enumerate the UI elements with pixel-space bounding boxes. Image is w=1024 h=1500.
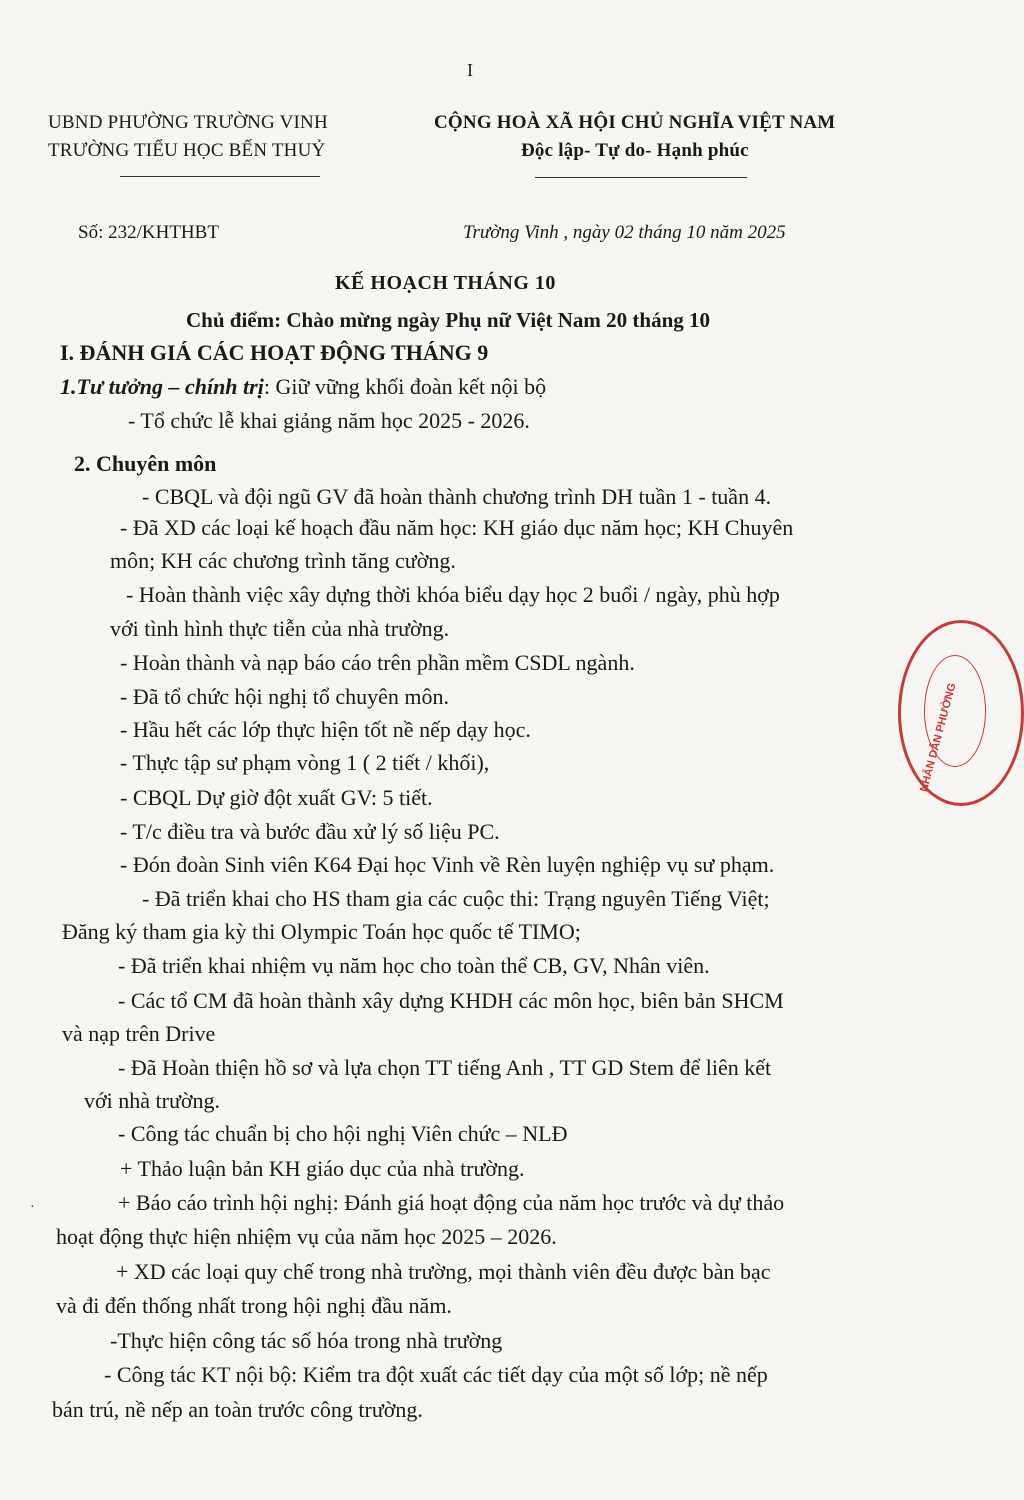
document-number: Số: 232/KHTHBT <box>78 222 219 243</box>
body-line: - Đã Hoàn thiện hồ sơ và lựa chọn TT tiếng Anh , TT GD Stem để liên kết <box>118 1055 772 1080</box>
body-line: - T/c điều tra và bước đầu xử lý số liệu PC. <box>120 819 500 844</box>
body-line: môn; KH các chương trình tăng cường. <box>110 548 456 573</box>
body-line: và nạp trên Drive <box>62 1021 216 1046</box>
body-line: - Hoàn thành việc xây dựng thời khóa biểu dạy học 2 buổi / ngày, phù hợp <box>126 582 780 607</box>
body-line: - Đã triển khai cho HS tham gia các cuộc thi: Trạng nguyên Tiếng Việt; <box>142 886 770 911</box>
national-title: CỘNG HOÀ XÃ HỘI CHỦ NGHĨA VIỆT NAM <box>434 112 836 133</box>
body-line: -Thực hiện công tác số hóa trong nhà trường <box>110 1328 503 1353</box>
body-line: - Đã tổ chức hội nghị tổ chuyên môn. <box>120 684 450 709</box>
body-line: với tình hình thực tiễn của nhà trường. <box>110 616 450 641</box>
authority-name: UBND PHƯỜNG TRƯỜNG VINH <box>48 112 328 133</box>
item-1-label: 1.Tư tưởng – chính trị <box>60 374 264 399</box>
item-1-sub: - Tổ chức lễ khai giảng năm học 2025 - 2026. <box>128 408 530 433</box>
body-line: - Công tác KT nội bộ: Kiểm tra đột xuất các tiết dạy của một số lớp; nề nếp <box>104 1362 768 1387</box>
item-2-label: 2. Chuyên môn <box>74 451 217 476</box>
item-1-text: : Giữ vững khối đoàn kết nội bộ <box>263 374 547 399</box>
body-line: - Các tổ CM đã hoàn thành xây dựng KHDH các môn học, biên bản SHCM <box>118 988 784 1013</box>
body-line: - Hoàn thành và nạp báo cáo trên phần mềm CSDL ngành. <box>120 650 635 675</box>
body-line: - CBQL Dự giờ đột xuất GV: 5 tiết. <box>120 785 433 810</box>
place-date: Trường Vinh , ngày 02 tháng 10 năm 2025 <box>463 222 786 243</box>
section-heading: I. ĐÁNH GIÁ CÁC HOẠT ĐỘNG THÁNG 9 <box>60 340 489 365</box>
body-line: - Đón đoàn Sinh viên K64 Đại học Vinh về Rèn luyện nghiệp vụ sư phạm. <box>120 852 775 877</box>
body-line: + Thảo luận bản KH giáo dục của nhà trường. <box>120 1156 525 1181</box>
section-item-1 <box>60 374 546 400</box>
official-stamp-text: NHÂN DÂN PHƯỜNG <box>918 681 959 794</box>
body-line: bán trú, nề nếp an toàn trước công trường. <box>52 1397 423 1422</box>
body-line: với nhà trường. <box>84 1088 221 1113</box>
body-line: Đăng ký tham gia kỳ thi Olympic Toán học quốc tế TIMO; <box>62 919 581 944</box>
body-line: hoạt động thực hiện nhiệm vụ của năm học 2025 – 2026. <box>56 1224 557 1249</box>
body-line: + XD các loại quy chế trong nhà trường, mọi thành viên đều được bàn bạc <box>116 1259 771 1284</box>
document-title: KẾ HOẠCH THÁNG 10 <box>335 272 556 294</box>
page-mark: I <box>467 60 473 80</box>
document-subtitle: Chủ điểm: Chào mừng ngày Phụ nữ Việt Nam 20 tháng 10 <box>186 308 711 332</box>
school-name: TRƯỜNG TIỂU HỌC BẾN THUỶ <box>48 140 326 161</box>
body-line: - CBQL và đội ngũ GV đã hoàn thành chương trình DH tuần 1 - tuần 4. <box>142 484 772 509</box>
right-header-rule <box>535 177 747 178</box>
body-line: + Báo cáo trình hội nghị: Đánh giá hoạt động của năm học trước và dự thảo <box>118 1190 785 1215</box>
national-motto: Độc lập- Tự do- Hạnh phúc <box>521 140 749 161</box>
margin-dot: · <box>30 1200 35 1215</box>
body-line: và đi đến thống nhất trong hội nghị đầu năm. <box>56 1293 452 1318</box>
body-line: - Hầu hết các lớp thực hiện tốt nề nếp dạy học. <box>120 717 531 742</box>
body-line: - Đã XD các loại kế hoạch đầu năm học: KH giáo dục năm học; KH Chuyên <box>120 515 794 540</box>
body-line: - Thực tập sư phạm vòng 1 ( 2 tiết / khối), <box>120 750 490 775</box>
left-header-rule <box>120 176 320 177</box>
body-line: - Công tác chuẩn bị cho hội nghị Viên chức – NLĐ <box>118 1121 568 1146</box>
body-line: - Đã triển khai nhiệm vụ năm học cho toàn thể CB, GV, Nhân viên. <box>118 953 710 978</box>
